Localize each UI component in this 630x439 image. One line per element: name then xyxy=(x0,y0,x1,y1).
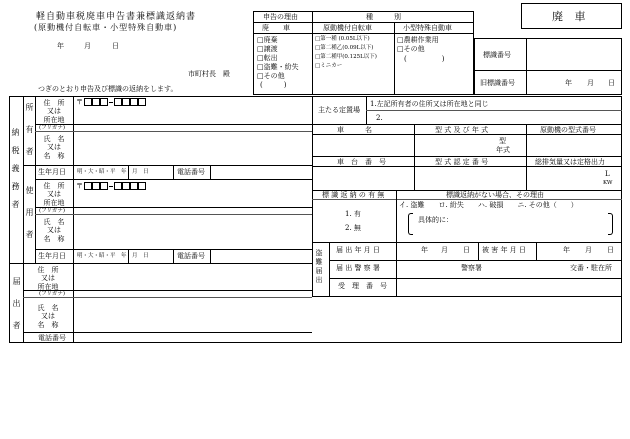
unit-kw-label: KW xyxy=(603,180,613,186)
moped-type-2[interactable]: □第二種乙(0.09L以下) xyxy=(315,45,374,51)
special-other-paren[interactable]: ( ) xyxy=(404,55,445,63)
plate-number-label: 標識番号 xyxy=(483,51,511,59)
owner-postal-6[interactable] xyxy=(130,98,138,106)
user-postal-mark: 〒 xyxy=(76,182,83,190)
user-address-label: 住 所 又は 所在地 xyxy=(43,182,65,207)
notifier-address-label: 住 所 又は 所在地 xyxy=(37,266,59,291)
reason-header: 申告の理由 xyxy=(263,13,298,21)
owner-postal-mark: 〒 xyxy=(76,98,83,106)
specific-bracket-right xyxy=(608,213,613,235)
owner-name-label: 氏 名 又は 名 称 xyxy=(43,135,65,160)
reason-option-tonan[interactable]: □盗難・紛失 xyxy=(257,63,299,71)
specific-bracket-left xyxy=(408,213,413,235)
user-postal-2[interactable] xyxy=(92,182,100,190)
return-option-yes[interactable]: 1. 有 xyxy=(345,210,361,218)
owner-postal-1[interactable] xyxy=(84,98,92,106)
moped-header: 原動機付自転車 xyxy=(323,24,372,32)
theft-report-month: 月 xyxy=(441,246,448,254)
form-title: 軽自動車税廃車申告書兼標識返納書 xyxy=(36,12,197,22)
user-postal-5[interactable] xyxy=(122,182,130,190)
moped-type-minicar[interactable]: □ミニカー xyxy=(315,63,343,69)
return-option-no[interactable]: 2. 無 xyxy=(345,224,361,232)
small-special-header: 小型特殊自動車 xyxy=(403,24,452,32)
plate-year: 年 xyxy=(565,79,572,87)
theft-damage-year: 年 xyxy=(563,246,570,254)
user-birth-value[interactable]: 明・大・昭・平 年 月 日 xyxy=(77,253,149,259)
header-month: 月 xyxy=(84,42,91,50)
notifier-section-label: 届出者 xyxy=(12,277,21,343)
owner-label: 所有者 xyxy=(25,103,34,169)
user-postal-3[interactable] xyxy=(100,182,108,190)
owner-postal-2[interactable] xyxy=(92,98,100,106)
notifier-furigana-label: (フリガナ) xyxy=(39,291,66,297)
reason-option-joto[interactable]: □譲渡 xyxy=(257,45,278,53)
special-type-other[interactable]: □その他 xyxy=(397,45,425,53)
owner-postal-7[interactable] xyxy=(138,98,146,106)
vehicle-maker-header: 車 名 xyxy=(337,126,372,134)
form-subtitle: (原動機付自転車・小型特殊自動車) xyxy=(34,23,178,32)
koban-value: 交番・駐在所 xyxy=(570,264,612,272)
user-postal-4[interactable] xyxy=(114,182,122,190)
owner-birth-value[interactable]: 明・大・昭・平 年 月 日 xyxy=(77,169,149,175)
receipt-number-label: 受 理 番 号 xyxy=(338,282,387,290)
taxpayer-section-label: 納税義務者 xyxy=(11,128,20,218)
user-postal-7[interactable] xyxy=(138,182,146,190)
reason-other-paren[interactable]: ( ) xyxy=(260,81,287,89)
engine-model-header: 原動機の型式番号 xyxy=(540,126,596,134)
user-phone-label: 電話番号 xyxy=(177,252,205,260)
intro-text: つぎのとおり申告及び標識の返納をします。 xyxy=(38,85,178,93)
reason-option-haiki[interactable]: □廃棄 xyxy=(257,36,278,44)
plate-month: 月 xyxy=(587,79,594,87)
plate-day: 日 xyxy=(608,79,615,87)
storage-label: 主たる定置場 xyxy=(318,106,360,114)
mayor-line: 市町村長 殿 xyxy=(188,70,230,78)
user-furigana-label: (フリガナ) xyxy=(39,208,66,214)
storage-option-1[interactable]: 1.左記所有者の住所又は所在地と同じ xyxy=(370,100,489,108)
cert-no-header: 型 式 認 定 番 号 xyxy=(435,158,489,166)
police-station-value: 警察署 xyxy=(461,264,482,272)
haisha-stamp-text: 廃 車 xyxy=(552,10,590,23)
owner-furigana-label: (フリガナ) xyxy=(39,125,66,131)
old-plate-label: 旧標識番号 xyxy=(480,79,515,87)
return-header-right: 標識返納がない場合、その理由 xyxy=(446,191,544,199)
storage-option-2[interactable]: 2. xyxy=(376,114,383,122)
user-birth-label: 生年月日 xyxy=(38,252,66,260)
vehicle-type-label: 型 xyxy=(499,137,506,145)
unit-l-label: L xyxy=(605,170,610,178)
moped-type-1[interactable]: □第一種 (0.05L以下) xyxy=(315,36,370,42)
owner-birth-label: 生年月日 xyxy=(38,168,66,176)
special-type-farm[interactable]: □農耕作業用 xyxy=(397,36,439,44)
owner-phone-label: 電話番号 xyxy=(177,168,205,176)
theft-report-date-label: 届 出 年 月 日 xyxy=(336,246,380,254)
theft-report-day: 日 xyxy=(463,246,470,254)
theft-damage-month: 月 xyxy=(585,246,592,254)
moped-type-3[interactable]: □第二種甲(0.125L以下) xyxy=(315,54,377,60)
user-label: 使用者 xyxy=(25,186,34,252)
haisha-label: 廃 車 xyxy=(262,24,290,32)
return-specific-label: 具体的に： xyxy=(418,216,453,224)
header-day: 日 xyxy=(112,42,119,50)
owner-postal-5[interactable] xyxy=(122,98,130,106)
user-postal-1[interactable] xyxy=(84,182,92,190)
owner-postal-3[interactable] xyxy=(100,98,108,106)
notifier-name-label: 氏 名 又は 名 称 xyxy=(37,304,59,329)
reason-option-other[interactable]: □その他 xyxy=(257,72,285,80)
theft-damage-day: 日 xyxy=(607,246,614,254)
header-year: 年 xyxy=(57,42,64,50)
vehicle-model-year-header: 型 式 及 び 年 式 xyxy=(435,126,489,134)
police-station-label: 届 出 警 察 署 xyxy=(336,264,380,272)
notifier-phone-label: 電話番号 xyxy=(38,334,66,342)
theft-report-year: 年 xyxy=(421,246,428,254)
chassis-header: 車 台 番 号 xyxy=(337,158,386,166)
return-reasons[interactable]: イ. 盗難 ロ. 紛失 ハ. 破損 ニ. その他（ ） xyxy=(399,201,578,209)
owner-address-label: 住 所 又は 所在地 xyxy=(43,99,65,124)
type-header: 種 別 xyxy=(366,13,401,21)
user-name-label: 氏 名 又は 名 称 xyxy=(43,218,65,243)
reason-option-tenshutsu[interactable]: □転出 xyxy=(257,54,278,62)
theft-section-label: 盗難届出 xyxy=(315,249,323,285)
return-header-left: 標 識 返 納 の 有 無 xyxy=(322,191,385,199)
displacement-header: 総排気量又は定格出力 xyxy=(535,158,605,166)
vehicle-year-label: 年式 xyxy=(496,146,510,154)
user-postal-6[interactable] xyxy=(130,182,138,190)
theft-damage-date-label: 被 害 年 月 日 xyxy=(482,246,526,254)
owner-postal-4[interactable] xyxy=(114,98,122,106)
